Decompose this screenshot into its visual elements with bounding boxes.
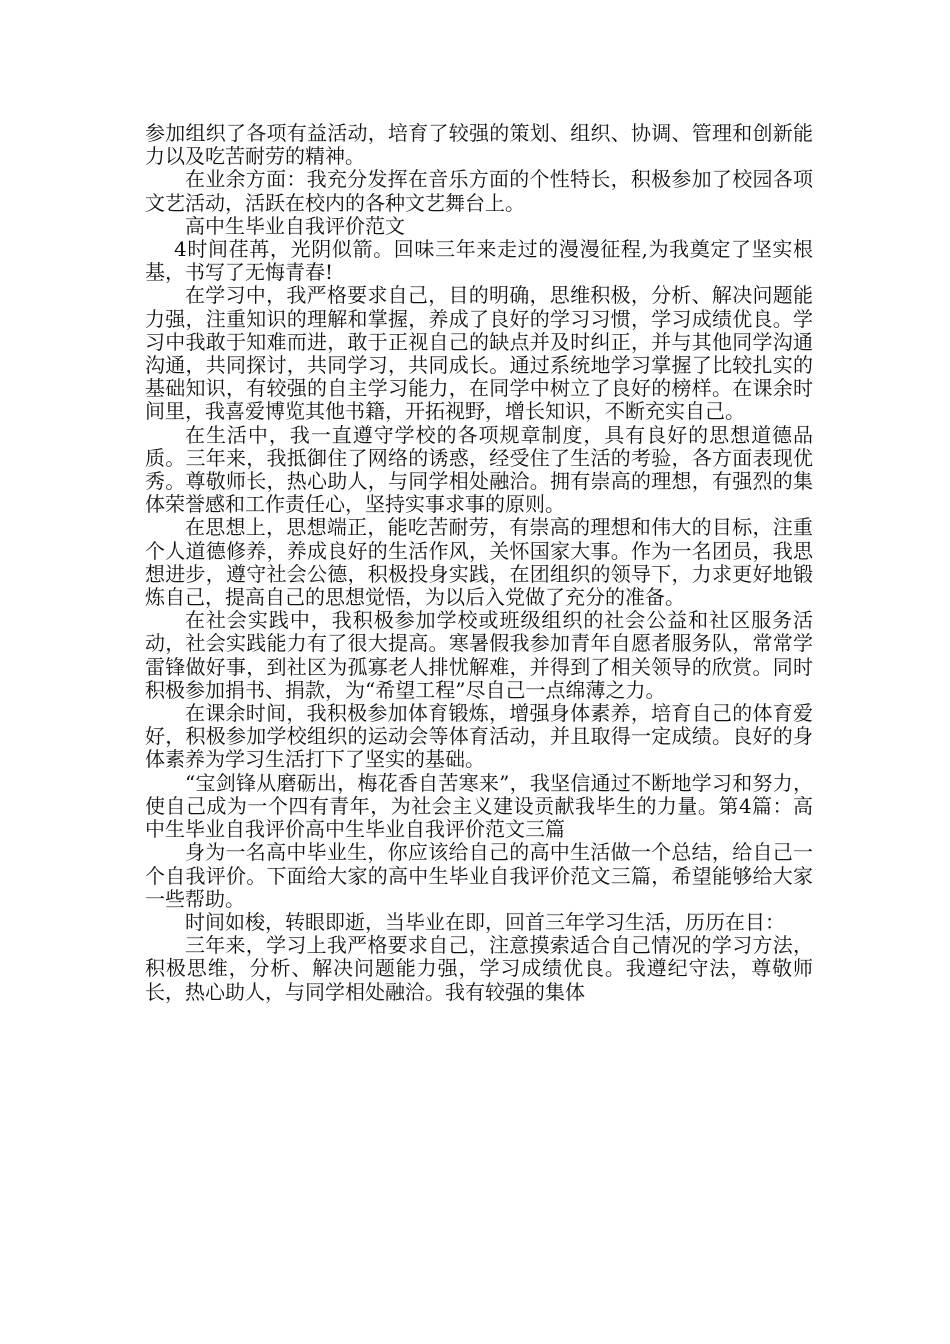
paragraph-extracurricular: 在业余方面：我充分发挥在音乐方面的个性特长，积极参加了校园各项文艺活动，活跃在校内的各种文艺舞台上。 (145, 167, 813, 215)
paragraph-thought: 在思想上，思想端正，能吃苦耐劳，有崇高的理想和伟大的目标，注重个人道德修养，养成良好的生活作风，关怀国家大事。作为一名团员，我思想进步，遵守社会公德，积极投身实践，在团组织的领导下，力求更好地锻炼自己，提高自己的思想觉悟，为以后入党做了充分的准备。 (145, 515, 813, 610)
paragraph-activities-continued: 参加组织了各项有益活动，培育了较强的策划、组织、协调、管理和创新能力以及吃苦耐劳的精神。 (145, 121, 813, 169)
paragraph-intro: 4时间荏苒，光阴似箭。回味三年来走过的漫漫征程,为我奠定了坚实根基，书写了无悔青春! (145, 237, 813, 285)
paragraph-three-years: 三年来，学习上我严格要求自己，注意摸索适合自己情况的学习方法，积极思维，分析、解决问题能力强，学习成绩优良。我遵纪守法，尊敬师长，热心助人，与同学相处融洽。我有较强的集体 (145, 933, 813, 1004)
paragraph-life: 在生活中，我一直遵守学校的各项规章制度，具有良好的思想道德品质。三年来，我抵御住了网络的诱惑，经受住了生活的考验，各方面表现优秀。尊敬师长，热心助人，与同学相处融洽。拥有崇高的理想，有强烈的集体荣誉感和工作责任心，坚持实事求事的原则。 (145, 422, 813, 517)
paragraph-summary-intro: 身为一名高中毕业生，你应该给自己的高中生活做一个总结，给自己一个自我评价。下面给大家的高中生毕业自我评价范文三篇，希望能够给大家一些帮助。 (145, 840, 813, 911)
section-heading: 高中生毕业自我评价范文 (185, 213, 405, 238)
paragraph-social-practice: 在社会实践中，我积极参加学校或班级组织的社会公益和社区服务活动，社会实践能力有了很大提高。寒暑假我参加青年自愿者服务队，常常学雷锋做好事，到社区为孤寡老人排忧解难，并得到了相关领导的欣赏。同时积极参加捐书、捐款，为“希望工程”尽自己一点绵薄之力。 (145, 608, 813, 702)
paragraph-time: 时间如梭，转眼即逝，当毕业在即，回首三年学习生活，历历在目： (185, 909, 785, 934)
paragraph-quote: “宝剑锋从磨砺出，梅花香自苦寒来”，我坚信通过不断地学习和努力，使自己成为一个四有青年，为社会主义建设贡献我毕生的力量。第4篇：高中生毕业自我评价高中生毕业自我评价范文三篇 (145, 770, 813, 842)
paragraph-sports: 在课余时间，我积极参加体育锻炼，增强身体素养，培育自己的体育爱好，积极参加学校组织的运动会等体育活动，并且取得一定成绩。良好的身体素养为学习生活打下了坚实的基础。 (145, 701, 813, 772)
document-page (145, 122, 813, 1004)
paragraph-study: 在学习中，我严格要求自己，目的明确，思维积极，分析、解决问题能力强，注重知识的理解和掌握，养成了良好的学习习惯，学习成绩优良。学习中我敢于知难而进，敢于正视自己的缺点并及时纠正，并与其他同学沟通沟通，共同探讨，共同学习，共同成长。通过系统地学习掌握了比较扎实的基础知识，有较强的自主学习能力，在同学中树立了良好的榜样。在课余时间里，我喜爱博览其他书籍，开拓视野，增长知识，不断充实自己。 (145, 283, 813, 424)
